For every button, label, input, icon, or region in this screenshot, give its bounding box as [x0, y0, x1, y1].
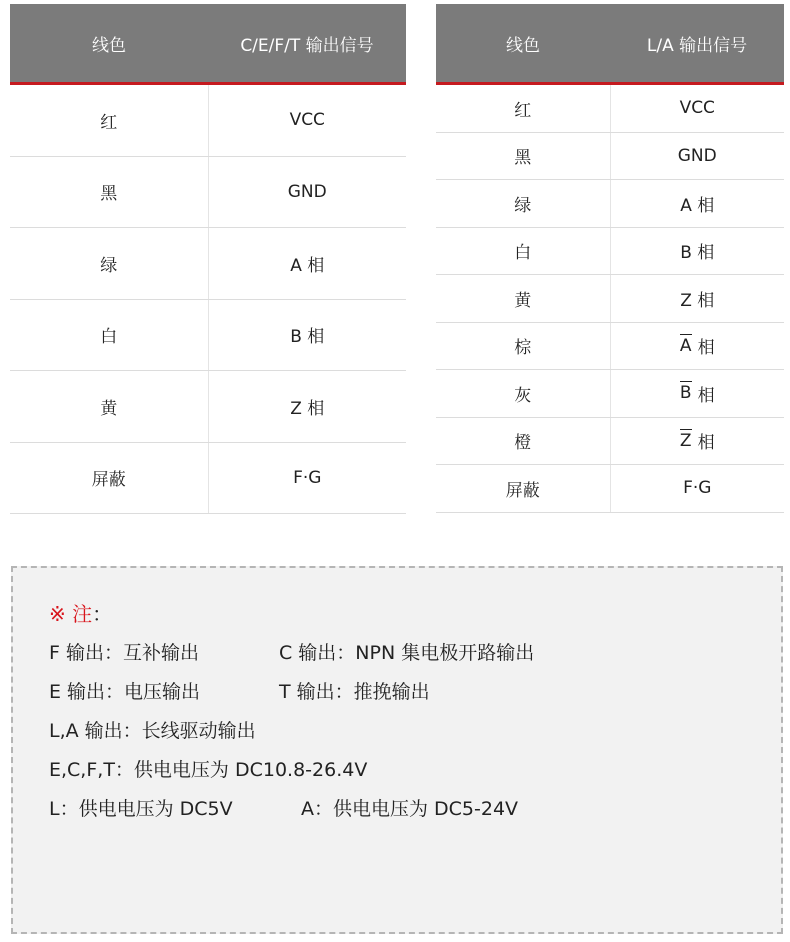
signal-cell: Z 相	[290, 398, 325, 419]
signal-cell: F·G	[683, 478, 712, 499]
wire-color-cell: 灰	[436, 370, 611, 417]
wire-color-cell: 绿	[10, 228, 209, 299]
note-colon: ：	[92, 602, 113, 626]
note-text: C 输出：NPN 集电极开路输出	[279, 642, 535, 664]
table-row	[436, 323, 784, 371]
wire-color-cell: 绿	[436, 180, 611, 227]
wire-color-cell: 红	[436, 85, 611, 132]
notes-title	[49, 598, 112, 627]
signal-cell: A 相	[290, 255, 325, 276]
header-wire-color: 线色	[506, 35, 540, 56]
note-text: F 输出：互补输出	[49, 642, 199, 664]
table-header	[10, 4, 406, 85]
note-text: L,A 输出：长线驱动输出	[49, 720, 256, 742]
signal-cell: B 相	[680, 243, 715, 264]
table-header	[436, 4, 784, 85]
signal-cell	[611, 418, 785, 465]
signal-cell: GND	[287, 181, 327, 202]
header-output-signal: L/A 输出信号	[646, 35, 748, 56]
table-row	[436, 228, 784, 276]
table-row	[436, 85, 784, 133]
wire-color-cell: 屏蔽	[436, 465, 611, 512]
phase-suffix: 相	[697, 433, 715, 454]
inverted-phase-letter: Z	[679, 430, 692, 451]
signal-cell: F·G	[293, 467, 322, 488]
note-line	[49, 794, 519, 821]
note-text: T 输出：推挽输出	[279, 681, 430, 703]
signal-cell: A 相	[680, 195, 715, 216]
table-row	[436, 275, 784, 323]
notes-box	[11, 566, 783, 934]
wire-color-cell: 屏蔽	[10, 443, 209, 514]
wire-color-cell: 棕	[436, 323, 611, 370]
table-row	[436, 465, 784, 513]
signal-cell: B 相	[290, 327, 325, 348]
wire-color-cell: 黑	[10, 157, 209, 228]
table-row	[436, 370, 784, 418]
table-row	[10, 443, 406, 515]
table-row	[10, 228, 406, 300]
signal-cell: GND	[677, 145, 717, 166]
wire-color-cell: 黄	[10, 371, 209, 442]
note-text: E,C,F,T：供电电压为 DC10.8-26.4V	[49, 759, 368, 781]
header-wire-color: 线色	[92, 35, 126, 56]
note-line	[49, 638, 535, 665]
inverted-signal	[680, 333, 715, 358]
inverted-phase-letter: A	[679, 335, 692, 356]
wire-color-cell: 黑	[436, 133, 611, 180]
note-text: L：供电电压为 DC5V	[49, 798, 233, 820]
note-mark: ※ 注	[49, 602, 93, 626]
phase-suffix: 相	[697, 338, 715, 359]
signal-cell: Z 相	[680, 290, 715, 311]
inverted-signal	[680, 381, 715, 406]
wire-color-cell: 白	[436, 228, 611, 275]
table-row	[10, 300, 406, 372]
note-text: E 输出：电压输出	[49, 681, 201, 703]
phase-suffix: 相	[697, 385, 715, 406]
table-row	[436, 133, 784, 181]
inverted-signal	[680, 428, 715, 453]
note-line	[49, 677, 430, 704]
cetf-output-table	[10, 4, 406, 514]
note-line	[49, 716, 256, 743]
signal-cell	[611, 323, 785, 370]
wire-color-cell: 橙	[436, 418, 611, 465]
table-row	[436, 180, 784, 228]
wire-color-cell: 白	[10, 300, 209, 371]
table-row	[436, 418, 784, 466]
wire-color-cell: 红	[10, 85, 209, 156]
note-text: A：供电电压为 DC5-24V	[301, 798, 519, 820]
wire-color-cell: 黄	[436, 275, 611, 322]
signal-cell	[611, 370, 785, 417]
signal-cell: VCC	[679, 98, 715, 119]
inverted-phase-letter: B	[679, 383, 692, 404]
signal-cell: VCC	[289, 110, 325, 131]
table-row	[10, 85, 406, 157]
table-row	[10, 371, 406, 443]
la-output-table	[436, 4, 784, 513]
table-row	[10, 157, 406, 229]
note-line	[49, 755, 367, 782]
header-output-signal: C/E/F/T 输出信号	[240, 35, 374, 56]
